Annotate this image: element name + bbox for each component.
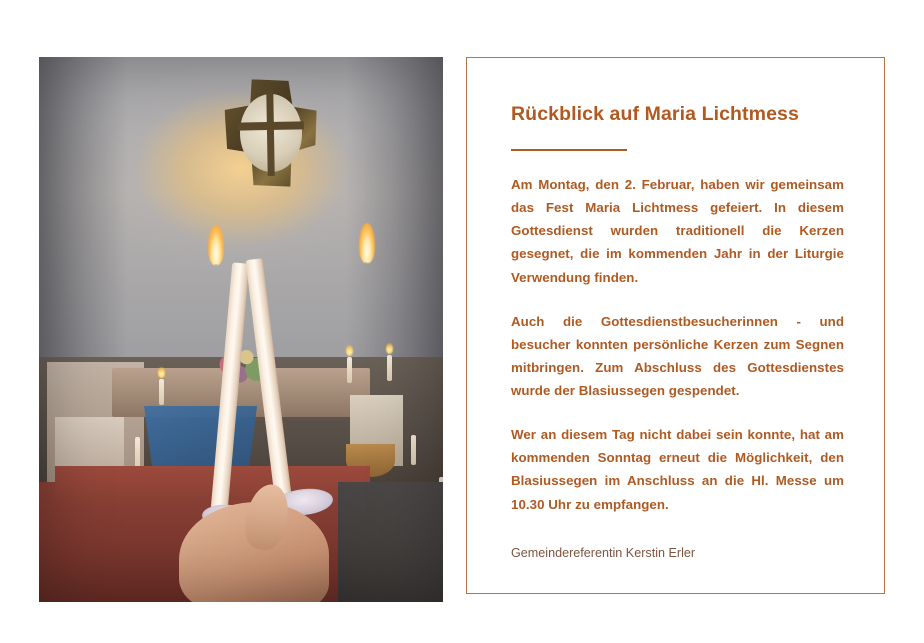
background-candle <box>387 355 392 381</box>
background-candle <box>347 357 352 383</box>
wall-shadow-right <box>346 57 443 395</box>
article-paragraph: Am Montag, den 2. Februar, haben wir gemeinsam das Fest Maria Lichtmess gefeiert. In diesem Gottesdienst wurden traditionell die Kerzen gesegnet, die im kommenden Jahr in der Liturgie Verwendung finden. <box>511 177 844 285</box>
article-card-content <box>467 58 884 560</box>
photo-canvas <box>39 57 443 602</box>
background-candle <box>159 379 164 405</box>
candle-flame-right <box>359 223 375 263</box>
church-candles-photo <box>39 57 443 602</box>
background-candle-flame <box>158 367 165 378</box>
article-card <box>466 57 885 594</box>
background-candle-flame <box>386 343 393 354</box>
title-divider <box>511 149 627 151</box>
floor-dark <box>338 482 443 602</box>
article-signature: Gemeindereferentin Kerstin Erler <box>511 545 696 560</box>
article-paragraph: Wer an diesem Tag nicht dabei sein konnte, hat am kommenden Sonntag erneut die Möglichkeit, den Blasiussegen im Anschluss an die Hl. Messe um 10.30 Uhr zu empfangen. <box>511 427 844 512</box>
cross-artwork-icon <box>224 78 318 188</box>
candle-flame-left <box>208 225 224 265</box>
background-candle <box>411 435 416 465</box>
background-candle-flame <box>346 345 353 356</box>
article-paragraph: Auch die Gottesdienstbesucherinnen - und besucher konnten persönliche Kerzen zum Segnen mitbringen. Zum Abschluss des Gottesdienstes wurde der Blasiussegen gespendet. <box>511 313 844 398</box>
page-title: Rückblick auf Maria Lichtmess <box>511 103 799 125</box>
wall-shadow-left <box>39 57 128 395</box>
cross-bar-horizontal <box>238 122 304 131</box>
